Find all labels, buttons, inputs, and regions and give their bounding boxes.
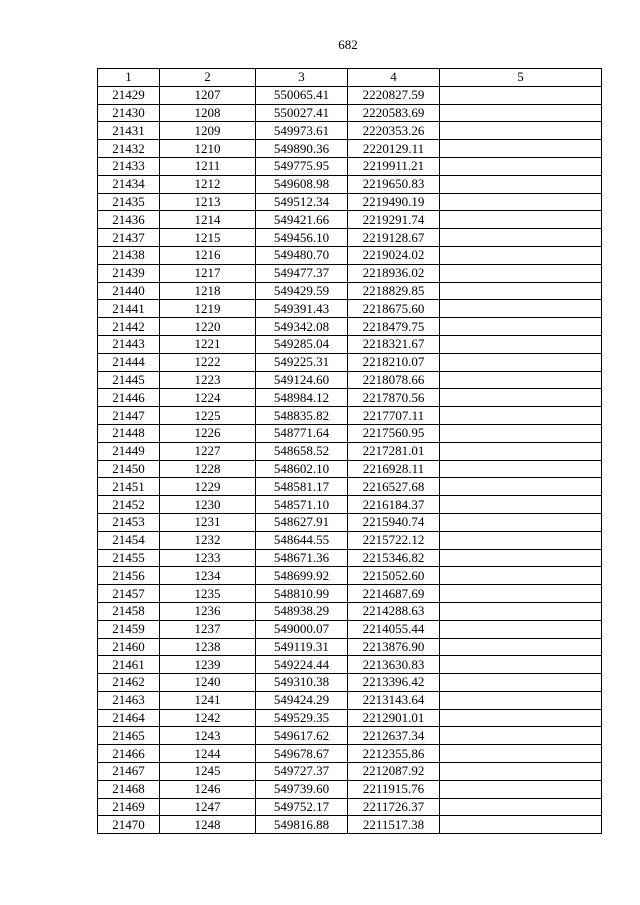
point-id-cell: 21461 xyxy=(98,656,160,674)
x-coordinate-cell: 548810.99 xyxy=(256,585,348,603)
point-id-cell: 21467 xyxy=(98,763,160,781)
point-number-cell: 1221 xyxy=(160,335,256,353)
point-number-cell: 1207 xyxy=(160,86,256,104)
point-number-cell: 1220 xyxy=(160,318,256,336)
table-row xyxy=(98,798,602,816)
point-id-cell: 21441 xyxy=(98,300,160,318)
x-coordinate-cell: 549285.04 xyxy=(256,335,348,353)
table-row xyxy=(98,264,602,282)
note-cell xyxy=(440,86,602,104)
x-coordinate-cell: 549739.60 xyxy=(256,780,348,798)
note-cell xyxy=(440,674,602,692)
x-coordinate-cell: 549391.43 xyxy=(256,300,348,318)
y-coordinate-cell: 2218321.67 xyxy=(348,335,440,353)
y-coordinate-cell: 2219128.67 xyxy=(348,229,440,247)
header-cell-2: 2 xyxy=(160,69,256,87)
point-number-cell: 1242 xyxy=(160,709,256,727)
note-cell xyxy=(440,424,602,442)
y-coordinate-cell: 2218210.07 xyxy=(348,353,440,371)
x-coordinate-cell: 548984.12 xyxy=(256,389,348,407)
coordinates-table xyxy=(97,68,602,834)
note-cell xyxy=(440,798,602,816)
page-number: 682 xyxy=(338,37,358,52)
point-number-cell: 1244 xyxy=(160,745,256,763)
table-row xyxy=(98,460,602,478)
table-row xyxy=(98,763,602,781)
point-id-cell: 21457 xyxy=(98,585,160,603)
note-cell xyxy=(440,389,602,407)
y-coordinate-cell: 2218936.02 xyxy=(348,264,440,282)
point-id-cell: 21469 xyxy=(98,798,160,816)
x-coordinate-cell: 549678.67 xyxy=(256,745,348,763)
y-coordinate-cell: 2220353.26 xyxy=(348,122,440,140)
point-number-cell: 1210 xyxy=(160,140,256,158)
point-id-cell: 21430 xyxy=(98,104,160,122)
x-coordinate-cell: 549310.38 xyxy=(256,674,348,692)
table-row xyxy=(98,424,602,442)
table-row xyxy=(98,371,602,389)
table-row xyxy=(98,674,602,692)
note-cell xyxy=(440,353,602,371)
y-coordinate-cell: 2217870.56 xyxy=(348,389,440,407)
note-cell xyxy=(440,175,602,193)
point-number-cell: 1235 xyxy=(160,585,256,603)
x-coordinate-cell: 549973.61 xyxy=(256,122,348,140)
point-id-cell: 21429 xyxy=(98,86,160,104)
table-row xyxy=(98,602,602,620)
y-coordinate-cell: 2212637.34 xyxy=(348,727,440,745)
x-coordinate-cell: 549775.95 xyxy=(256,157,348,175)
note-cell xyxy=(440,140,602,158)
y-coordinate-cell: 2217281.01 xyxy=(348,442,440,460)
point-number-cell: 1218 xyxy=(160,282,256,300)
y-coordinate-cell: 2217560.95 xyxy=(348,424,440,442)
table-row xyxy=(98,246,602,264)
table-row xyxy=(98,816,602,834)
point-number-cell: 1214 xyxy=(160,211,256,229)
note-cell xyxy=(440,620,602,638)
point-id-cell: 21450 xyxy=(98,460,160,478)
table-row xyxy=(98,780,602,798)
note-cell xyxy=(440,335,602,353)
point-id-cell: 21462 xyxy=(98,674,160,692)
y-coordinate-cell: 2219490.19 xyxy=(348,193,440,211)
x-coordinate-cell: 549529.35 xyxy=(256,709,348,727)
table-row xyxy=(98,638,602,656)
table-row xyxy=(98,122,602,140)
note-cell xyxy=(440,122,602,140)
y-coordinate-cell: 2214055.44 xyxy=(348,620,440,638)
table-row xyxy=(98,389,602,407)
x-coordinate-cell: 548644.55 xyxy=(256,531,348,549)
y-coordinate-cell: 2218078.66 xyxy=(348,371,440,389)
x-coordinate-cell: 548835.82 xyxy=(256,407,348,425)
note-cell xyxy=(440,602,602,620)
x-coordinate-cell: 548771.64 xyxy=(256,424,348,442)
x-coordinate-cell: 549816.88 xyxy=(256,816,348,834)
table-row xyxy=(98,140,602,158)
note-cell xyxy=(440,656,602,674)
point-number-cell: 1230 xyxy=(160,496,256,514)
note-cell xyxy=(440,460,602,478)
table-row xyxy=(98,157,602,175)
x-coordinate-cell: 548627.91 xyxy=(256,513,348,531)
point-id-cell: 21439 xyxy=(98,264,160,282)
note-cell xyxy=(440,780,602,798)
point-number-cell: 1217 xyxy=(160,264,256,282)
point-id-cell: 21432 xyxy=(98,140,160,158)
table-row xyxy=(98,549,602,567)
note-cell xyxy=(440,567,602,585)
table-row xyxy=(98,175,602,193)
point-id-cell: 21435 xyxy=(98,193,160,211)
table-row xyxy=(98,229,602,247)
note-cell xyxy=(440,496,602,514)
point-number-cell: 1224 xyxy=(160,389,256,407)
point-number-cell: 1229 xyxy=(160,478,256,496)
x-coordinate-cell: 549727.37 xyxy=(256,763,348,781)
point-id-cell: 21451 xyxy=(98,478,160,496)
note-cell xyxy=(440,549,602,567)
y-coordinate-cell: 2212087.92 xyxy=(348,763,440,781)
table-row xyxy=(98,620,602,638)
point-id-cell: 21447 xyxy=(98,407,160,425)
x-coordinate-cell: 549477.37 xyxy=(256,264,348,282)
point-id-cell: 21436 xyxy=(98,211,160,229)
table-row xyxy=(98,513,602,531)
table-row xyxy=(98,656,602,674)
note-cell xyxy=(440,282,602,300)
note-cell xyxy=(440,691,602,709)
x-coordinate-cell: 548602.10 xyxy=(256,460,348,478)
y-coordinate-cell: 2216184.37 xyxy=(348,496,440,514)
point-id-cell: 21466 xyxy=(98,745,160,763)
point-number-cell: 1209 xyxy=(160,122,256,140)
y-coordinate-cell: 2213143.64 xyxy=(348,691,440,709)
y-coordinate-cell: 2220827.59 xyxy=(348,86,440,104)
note-cell xyxy=(440,371,602,389)
point-id-cell: 21452 xyxy=(98,496,160,514)
point-number-cell: 1239 xyxy=(160,656,256,674)
y-coordinate-cell: 2219650.83 xyxy=(348,175,440,193)
note-cell xyxy=(440,638,602,656)
table-row xyxy=(98,496,602,514)
x-coordinate-cell: 549421.66 xyxy=(256,211,348,229)
point-id-cell: 21446 xyxy=(98,389,160,407)
y-coordinate-cell: 2215346.82 xyxy=(348,549,440,567)
y-coordinate-cell: 2211517.38 xyxy=(348,816,440,834)
x-coordinate-cell: 548581.17 xyxy=(256,478,348,496)
table-row xyxy=(98,531,602,549)
point-number-cell: 1227 xyxy=(160,442,256,460)
point-number-cell: 1246 xyxy=(160,780,256,798)
note-cell xyxy=(440,211,602,229)
point-id-cell: 21459 xyxy=(98,620,160,638)
point-number-cell: 1231 xyxy=(160,513,256,531)
x-coordinate-cell: 549424.29 xyxy=(256,691,348,709)
header-cell-4: 4 xyxy=(348,69,440,87)
table-row xyxy=(98,407,602,425)
table-row xyxy=(98,282,602,300)
x-coordinate-cell: 549225.31 xyxy=(256,353,348,371)
point-number-cell: 1238 xyxy=(160,638,256,656)
point-id-cell: 21437 xyxy=(98,229,160,247)
table-row xyxy=(98,727,602,745)
point-number-cell: 1237 xyxy=(160,620,256,638)
table-row xyxy=(98,211,602,229)
point-number-cell: 1223 xyxy=(160,371,256,389)
x-coordinate-cell: 549342.08 xyxy=(256,318,348,336)
header-cell-1: 1 xyxy=(98,69,160,87)
point-id-cell: 21445 xyxy=(98,371,160,389)
point-number-cell: 1225 xyxy=(160,407,256,425)
y-coordinate-cell: 2219291.74 xyxy=(348,211,440,229)
note-cell xyxy=(440,300,602,318)
y-coordinate-cell: 2218479.75 xyxy=(348,318,440,336)
point-id-cell: 21470 xyxy=(98,816,160,834)
y-coordinate-cell: 2215722.12 xyxy=(348,531,440,549)
table-row xyxy=(98,353,602,371)
point-number-cell: 1233 xyxy=(160,549,256,567)
point-number-cell: 1211 xyxy=(160,157,256,175)
table-row xyxy=(98,300,602,318)
x-coordinate-cell: 549480.70 xyxy=(256,246,348,264)
point-id-cell: 21444 xyxy=(98,353,160,371)
point-id-cell: 21453 xyxy=(98,513,160,531)
y-coordinate-cell: 2216928.11 xyxy=(348,460,440,478)
table-row xyxy=(98,193,602,211)
point-id-cell: 21464 xyxy=(98,709,160,727)
y-coordinate-cell: 2219911.21 xyxy=(348,157,440,175)
point-number-cell: 1212 xyxy=(160,175,256,193)
header-row xyxy=(98,69,602,87)
note-cell xyxy=(440,264,602,282)
note-cell xyxy=(440,763,602,781)
y-coordinate-cell: 2213876.90 xyxy=(348,638,440,656)
point-id-cell: 21468 xyxy=(98,780,160,798)
x-coordinate-cell: 549224.44 xyxy=(256,656,348,674)
point-number-cell: 1219 xyxy=(160,300,256,318)
table-row xyxy=(98,478,602,496)
x-coordinate-cell: 548571.10 xyxy=(256,496,348,514)
point-number-cell: 1243 xyxy=(160,727,256,745)
note-cell xyxy=(440,193,602,211)
note-cell xyxy=(440,816,602,834)
table-row xyxy=(98,709,602,727)
table-row xyxy=(98,442,602,460)
x-coordinate-cell: 548699.92 xyxy=(256,567,348,585)
x-coordinate-cell: 548938.29 xyxy=(256,602,348,620)
x-coordinate-cell: 549000.07 xyxy=(256,620,348,638)
note-cell xyxy=(440,407,602,425)
table-row xyxy=(98,567,602,585)
x-coordinate-cell: 548658.52 xyxy=(256,442,348,460)
point-number-cell: 1245 xyxy=(160,763,256,781)
point-number-cell: 1241 xyxy=(160,691,256,709)
x-coordinate-cell: 549890.36 xyxy=(256,140,348,158)
point-id-cell: 21440 xyxy=(98,282,160,300)
x-coordinate-cell: 549512.34 xyxy=(256,193,348,211)
y-coordinate-cell: 2214288.63 xyxy=(348,602,440,620)
point-id-cell: 21433 xyxy=(98,157,160,175)
y-coordinate-cell: 2211915.76 xyxy=(348,780,440,798)
header-cell-3: 3 xyxy=(256,69,348,87)
table-body xyxy=(98,86,602,833)
point-id-cell: 21458 xyxy=(98,602,160,620)
point-id-cell: 21442 xyxy=(98,318,160,336)
point-id-cell: 21438 xyxy=(98,246,160,264)
table-row xyxy=(98,104,602,122)
point-id-cell: 21449 xyxy=(98,442,160,460)
table-row xyxy=(98,86,602,104)
point-number-cell: 1215 xyxy=(160,229,256,247)
point-number-cell: 1234 xyxy=(160,567,256,585)
x-coordinate-cell: 550027.41 xyxy=(256,104,348,122)
x-coordinate-cell: 550065.41 xyxy=(256,86,348,104)
table-row xyxy=(98,691,602,709)
x-coordinate-cell: 549124.60 xyxy=(256,371,348,389)
table-header xyxy=(98,69,602,87)
point-number-cell: 1248 xyxy=(160,816,256,834)
note-cell xyxy=(440,318,602,336)
y-coordinate-cell: 2212901.01 xyxy=(348,709,440,727)
point-id-cell: 21456 xyxy=(98,567,160,585)
x-coordinate-cell: 549456.10 xyxy=(256,229,348,247)
point-id-cell: 21434 xyxy=(98,175,160,193)
table-row xyxy=(98,335,602,353)
table-row xyxy=(98,585,602,603)
note-cell xyxy=(440,442,602,460)
y-coordinate-cell: 2215052.60 xyxy=(348,567,440,585)
point-number-cell: 1226 xyxy=(160,424,256,442)
y-coordinate-cell: 2213396.42 xyxy=(348,674,440,692)
point-id-cell: 21431 xyxy=(98,122,160,140)
y-coordinate-cell: 2217707.11 xyxy=(348,407,440,425)
header-cell-5: 5 xyxy=(440,69,602,87)
y-coordinate-cell: 2213630.83 xyxy=(348,656,440,674)
note-cell xyxy=(440,157,602,175)
x-coordinate-cell: 549617.62 xyxy=(256,727,348,745)
point-number-cell: 1222 xyxy=(160,353,256,371)
point-id-cell: 21460 xyxy=(98,638,160,656)
point-number-cell: 1232 xyxy=(160,531,256,549)
x-coordinate-cell: 548671.36 xyxy=(256,549,348,567)
y-coordinate-cell: 2212355.86 xyxy=(348,745,440,763)
y-coordinate-cell: 2211726.37 xyxy=(348,798,440,816)
point-id-cell: 21463 xyxy=(98,691,160,709)
x-coordinate-cell: 549752.17 xyxy=(256,798,348,816)
point-id-cell: 21454 xyxy=(98,531,160,549)
y-coordinate-cell: 2218829.85 xyxy=(348,282,440,300)
note-cell xyxy=(440,513,602,531)
note-cell xyxy=(440,246,602,264)
note-cell xyxy=(440,709,602,727)
note-cell xyxy=(440,727,602,745)
table-row xyxy=(98,318,602,336)
y-coordinate-cell: 2214687.69 xyxy=(348,585,440,603)
point-number-cell: 1216 xyxy=(160,246,256,264)
note-cell xyxy=(440,229,602,247)
point-id-cell: 21448 xyxy=(98,424,160,442)
y-coordinate-cell: 2220583.69 xyxy=(348,104,440,122)
point-number-cell: 1240 xyxy=(160,674,256,692)
note-cell xyxy=(440,531,602,549)
note-cell xyxy=(440,478,602,496)
x-coordinate-cell: 549429.59 xyxy=(256,282,348,300)
point-number-cell: 1213 xyxy=(160,193,256,211)
point-number-cell: 1208 xyxy=(160,104,256,122)
note-cell xyxy=(440,745,602,763)
point-number-cell: 1228 xyxy=(160,460,256,478)
point-number-cell: 1236 xyxy=(160,602,256,620)
note-cell xyxy=(440,585,602,603)
point-id-cell: 21455 xyxy=(98,549,160,567)
table-row xyxy=(98,745,602,763)
y-coordinate-cell: 2219024.02 xyxy=(348,246,440,264)
y-coordinate-cell: 2216527.68 xyxy=(348,478,440,496)
x-coordinate-cell: 549119.31 xyxy=(256,638,348,656)
point-number-cell: 1247 xyxy=(160,798,256,816)
point-id-cell: 21465 xyxy=(98,727,160,745)
y-coordinate-cell: 2218675.60 xyxy=(348,300,440,318)
y-coordinate-cell: 2215940.74 xyxy=(348,513,440,531)
note-cell xyxy=(440,104,602,122)
x-coordinate-cell: 549608.98 xyxy=(256,175,348,193)
y-coordinate-cell: 2220129.11 xyxy=(348,140,440,158)
point-id-cell: 21443 xyxy=(98,335,160,353)
